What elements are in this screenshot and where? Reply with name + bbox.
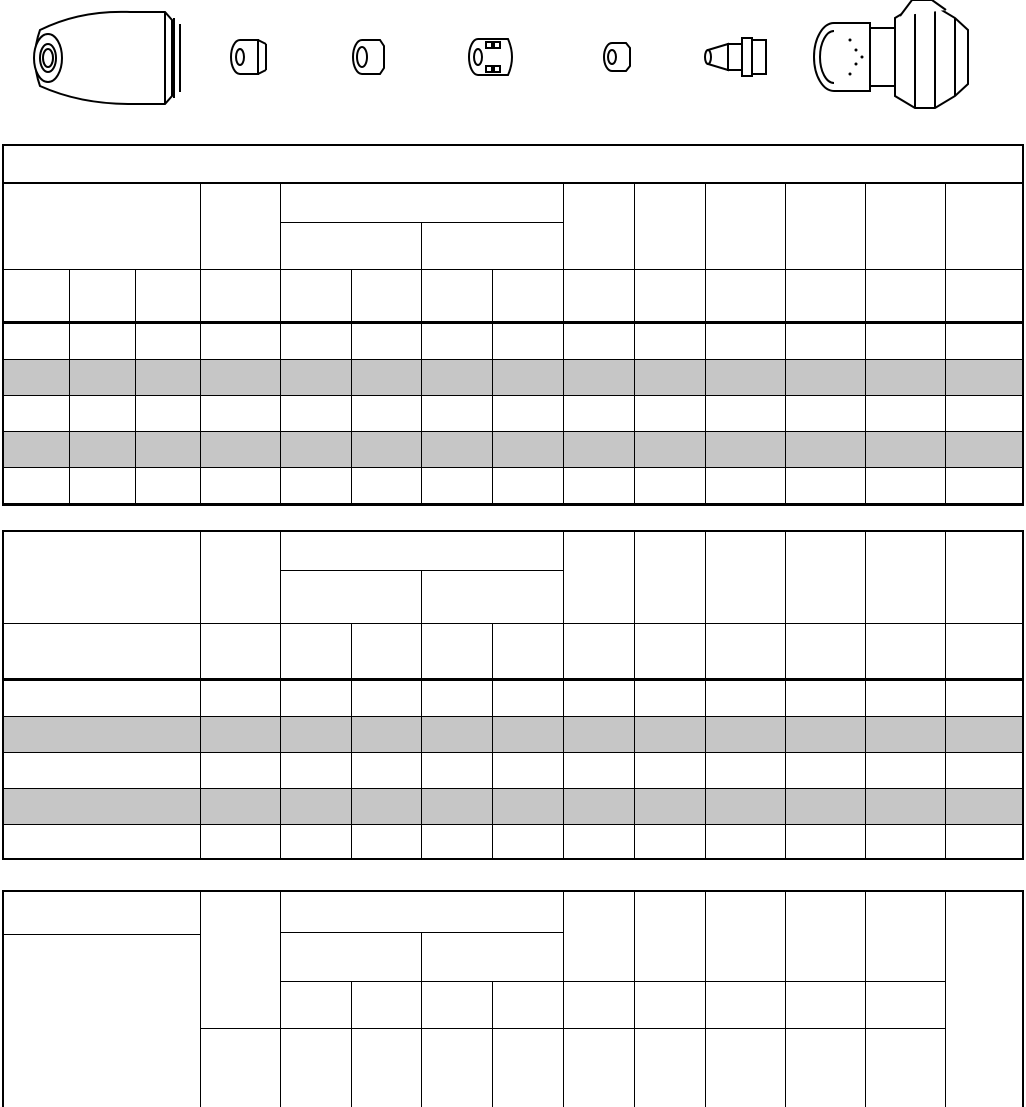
table-row-cell: [564, 396, 635, 432]
header-cell: [635, 184, 706, 270]
table-row-cell: [706, 360, 786, 396]
table-row-cell: [4, 324, 70, 360]
unit-cell: [866, 1029, 946, 1107]
table-row-cell: [635, 396, 706, 432]
table-row-cell: [706, 396, 786, 432]
table-row-cell: [4, 432, 70, 468]
table-row-cell: [70, 324, 136, 360]
table-row-cell: [201, 324, 281, 360]
table-row-cell: [281, 324, 352, 360]
unit-cell: [352, 1029, 422, 1107]
table-row-cell: [493, 324, 564, 360]
table-row-cell: [706, 717, 786, 753]
unit-cell: [201, 1029, 281, 1107]
header-cell: [786, 184, 866, 270]
table-row-cell: [946, 753, 1022, 789]
header-cell: [866, 892, 946, 982]
unit-cell: [564, 270, 635, 322]
table-row-cell: [635, 360, 706, 396]
nozzle-ring-icon: [353, 40, 384, 74]
table-row-cell: [866, 681, 946, 717]
table-row-cell: [70, 360, 136, 396]
table-row-cell: [493, 717, 564, 753]
header-cell: [866, 532, 946, 624]
table-row-cell: [564, 825, 635, 860]
table-row-cell: [786, 468, 866, 504]
table-row-cell: [70, 396, 136, 432]
table-row-cell: [352, 753, 422, 789]
table-row-cell: [564, 468, 635, 504]
table-row-cell: [201, 825, 281, 860]
table-row-cell: [564, 681, 635, 717]
header-cell: [786, 532, 866, 624]
table-row-cell: [422, 717, 493, 753]
header-cell: [564, 184, 635, 270]
unit-cell: [493, 1029, 564, 1107]
header-cell: [635, 532, 706, 624]
table-row-cell: [786, 681, 866, 717]
table-row-cell: [946, 360, 1022, 396]
header-cell: [4, 184, 201, 270]
cap-insert-icon: [604, 43, 630, 71]
table-row-cell: [564, 753, 635, 789]
table-row-cell: [201, 789, 281, 825]
table-row-cell: [4, 360, 70, 396]
unit-cell: [422, 982, 493, 1029]
header-cell: [201, 892, 281, 1029]
unit-cell: [201, 624, 281, 679]
header-cell: [422, 223, 564, 270]
table-row-cell: [946, 396, 1022, 432]
table-row-cell: [706, 432, 786, 468]
table-row-cell: [422, 825, 493, 860]
unit-cell: [422, 270, 493, 322]
table-row-cell: [635, 753, 706, 789]
table-row-cell: [635, 432, 706, 468]
table-row-cell: [136, 432, 201, 468]
header-cell: [422, 933, 564, 982]
unit-cell: [352, 982, 422, 1029]
table-row-cell: [866, 468, 946, 504]
unit-cell: [786, 624, 866, 679]
unit-cell: [564, 982, 635, 1029]
table-row-cell: [564, 324, 635, 360]
table-row-cell: [281, 825, 352, 860]
retaining-cap-small-icon: [231, 40, 266, 74]
header-cell: [4, 892, 201, 935]
table-row-cell: [352, 789, 422, 825]
header-cell: [866, 184, 946, 270]
unit-cell: [786, 270, 866, 322]
table-row-cell: [352, 717, 422, 753]
header-cell: [281, 223, 422, 270]
unit-cell: [422, 624, 493, 679]
table-row-cell: [564, 789, 635, 825]
table-row-cell: [866, 432, 946, 468]
electrode-icon: [705, 38, 766, 76]
cut-chart-table-3: [2, 890, 1024, 1107]
table-row-cell: [4, 825, 201, 860]
table-row-cell: [866, 396, 946, 432]
table-row-cell: [4, 753, 201, 789]
table-row-cell: [70, 432, 136, 468]
unit-cell: [706, 1029, 786, 1107]
table-row-cell: [136, 360, 201, 396]
header-cell: [706, 892, 786, 982]
table-row-cell: [786, 825, 866, 860]
header-cell: [201, 184, 281, 270]
table-row-cell: [786, 360, 866, 396]
table-row-cell: [493, 432, 564, 468]
table-row-cell: [352, 681, 422, 717]
table-row-cell: [281, 753, 352, 789]
table-row-cell: [635, 825, 706, 860]
unit-cell: [866, 982, 946, 1029]
table-row-cell: [422, 324, 493, 360]
header-cell: [946, 892, 1022, 1107]
table-row-cell: [422, 360, 493, 396]
swirl-ring-icon: [469, 39, 512, 75]
table-row-cell: [866, 717, 946, 753]
table-row-cell: [422, 789, 493, 825]
unit-cell: [946, 270, 1022, 322]
unit-cell: [352, 624, 422, 679]
header-cell: [281, 184, 564, 223]
cut-chart-table-1: [2, 144, 1024, 506]
table-row-cell: [786, 432, 866, 468]
unit-cell: [281, 624, 352, 679]
table-row-cell: [281, 360, 352, 396]
unit-cell: [635, 624, 706, 679]
table-row-cell: [706, 753, 786, 789]
table-row-cell: [635, 789, 706, 825]
header-cell: [4, 532, 201, 624]
unit-cell: [564, 624, 635, 679]
table-row-cell: [946, 789, 1022, 825]
unit-cell: [70, 270, 136, 322]
header-cell: [281, 571, 422, 624]
table-row-cell: [201, 396, 281, 432]
header-cell: [281, 532, 564, 571]
table-row-cell: [866, 360, 946, 396]
table-row-cell: [946, 717, 1022, 753]
table-row-cell: [352, 468, 422, 504]
table-row-cell: [201, 753, 281, 789]
header-cell: [786, 892, 866, 982]
header-cell: [281, 892, 564, 933]
table-row-cell: [4, 681, 201, 717]
header-cell: [422, 571, 564, 624]
table-row-cell: [493, 468, 564, 504]
table-row-cell: [4, 717, 201, 753]
header-cell: [946, 532, 1022, 624]
unit-cell: [706, 270, 786, 322]
unit-cell: [422, 1029, 493, 1107]
table-row-cell: [281, 468, 352, 504]
unit-cell: [866, 270, 946, 322]
table-row-cell: [493, 360, 564, 396]
table-row-cell: [281, 396, 352, 432]
unit-cell: [493, 270, 564, 322]
table-row-cell: [564, 717, 635, 753]
table-row-cell: [706, 789, 786, 825]
table-row-cell: [786, 396, 866, 432]
table-title-row: [4, 146, 1022, 184]
unit-cell: [635, 982, 706, 1029]
unit-cell: [281, 1029, 352, 1107]
cut-chart-table-2: [2, 530, 1024, 860]
shield-icon: [34, 12, 180, 104]
table-row-cell: [201, 360, 281, 396]
table-row-cell: [946, 432, 1022, 468]
unit-cell: [786, 1029, 866, 1107]
table-row-cell: [706, 468, 786, 504]
table-row-cell: [422, 432, 493, 468]
table-row-cell: [706, 825, 786, 860]
table-row-cell: [493, 396, 564, 432]
table-row-cell: [866, 789, 946, 825]
table-row-cell: [635, 681, 706, 717]
table-row-cell: [4, 468, 70, 504]
unit-cell: [352, 270, 422, 322]
consumables-illustration: [0, 0, 1026, 130]
table-row-cell: [136, 324, 201, 360]
unit-cell: [281, 270, 352, 322]
unit-cell: [946, 624, 1022, 679]
table-row-cell: [201, 432, 281, 468]
table-row-cell: [352, 360, 422, 396]
table-row-cell: [866, 825, 946, 860]
table-row-cell: [422, 468, 493, 504]
table-row-cell: [564, 360, 635, 396]
table-row-cell: [706, 681, 786, 717]
header-cell: [946, 184, 1022, 270]
table-row-cell: [493, 681, 564, 717]
table-row-cell: [422, 396, 493, 432]
unit-cell: [706, 624, 786, 679]
table-row-cell: [786, 753, 866, 789]
table-row-cell: [493, 753, 564, 789]
table-row-cell: [281, 717, 352, 753]
unit-cell: [635, 1029, 706, 1107]
table-row-cell: [352, 825, 422, 860]
table-row-cell: [786, 324, 866, 360]
table-row-cell: [70, 468, 136, 504]
table-row-cell: [706, 324, 786, 360]
table-row-cell: [4, 396, 70, 432]
unit-cell: [635, 270, 706, 322]
table-row-cell: [493, 825, 564, 860]
header-cell: [635, 892, 706, 982]
table-row-cell: [422, 681, 493, 717]
table-row-cell: [281, 789, 352, 825]
table-row-cell: [136, 396, 201, 432]
unit-cell: [136, 270, 201, 322]
header-cell: [564, 892, 635, 982]
header-cell: [201, 532, 281, 624]
table-row-cell: [281, 681, 352, 717]
table-row-cell: [352, 396, 422, 432]
header-cell: [564, 532, 635, 624]
unit-cell: [201, 270, 281, 322]
table-row-cell: [564, 432, 635, 468]
unit-cell: [706, 982, 786, 1029]
table-row-cell: [866, 753, 946, 789]
header-cell: [706, 184, 786, 270]
table-row-cell: [635, 468, 706, 504]
table-row-cell: [635, 324, 706, 360]
table-row-cell: [281, 432, 352, 468]
table-row-cell: [493, 789, 564, 825]
table-row-cell: [786, 717, 866, 753]
unit-cell: [786, 982, 866, 1029]
table-row-cell: [352, 324, 422, 360]
table-row-cell: [946, 825, 1022, 860]
table-row-cell: [946, 681, 1022, 717]
table-row-cell: [201, 681, 281, 717]
unit-cell: [866, 624, 946, 679]
table-row-cell: [866, 324, 946, 360]
table-row-cell: [4, 789, 201, 825]
header-cell: [706, 532, 786, 624]
unit-cell: [281, 982, 352, 1029]
unit-cell: [493, 982, 564, 1029]
unit-cell: [493, 624, 564, 679]
header-cell: [4, 935, 201, 1107]
table-row-cell: [786, 789, 866, 825]
header-cell: [281, 933, 422, 982]
table-row-cell: [201, 717, 281, 753]
table-row-cell: [946, 468, 1022, 504]
table-row-cell: [422, 753, 493, 789]
table-row-cell: [635, 717, 706, 753]
unit-cell: [564, 1029, 635, 1107]
table-row-cell: [201, 468, 281, 504]
table-row-cell: [946, 324, 1022, 360]
table-row-cell: [352, 432, 422, 468]
torch-body-icon: [814, 0, 968, 108]
unit-cell: [4, 624, 201, 679]
unit-cell: [4, 270, 70, 322]
table-row-cell: [136, 468, 201, 504]
